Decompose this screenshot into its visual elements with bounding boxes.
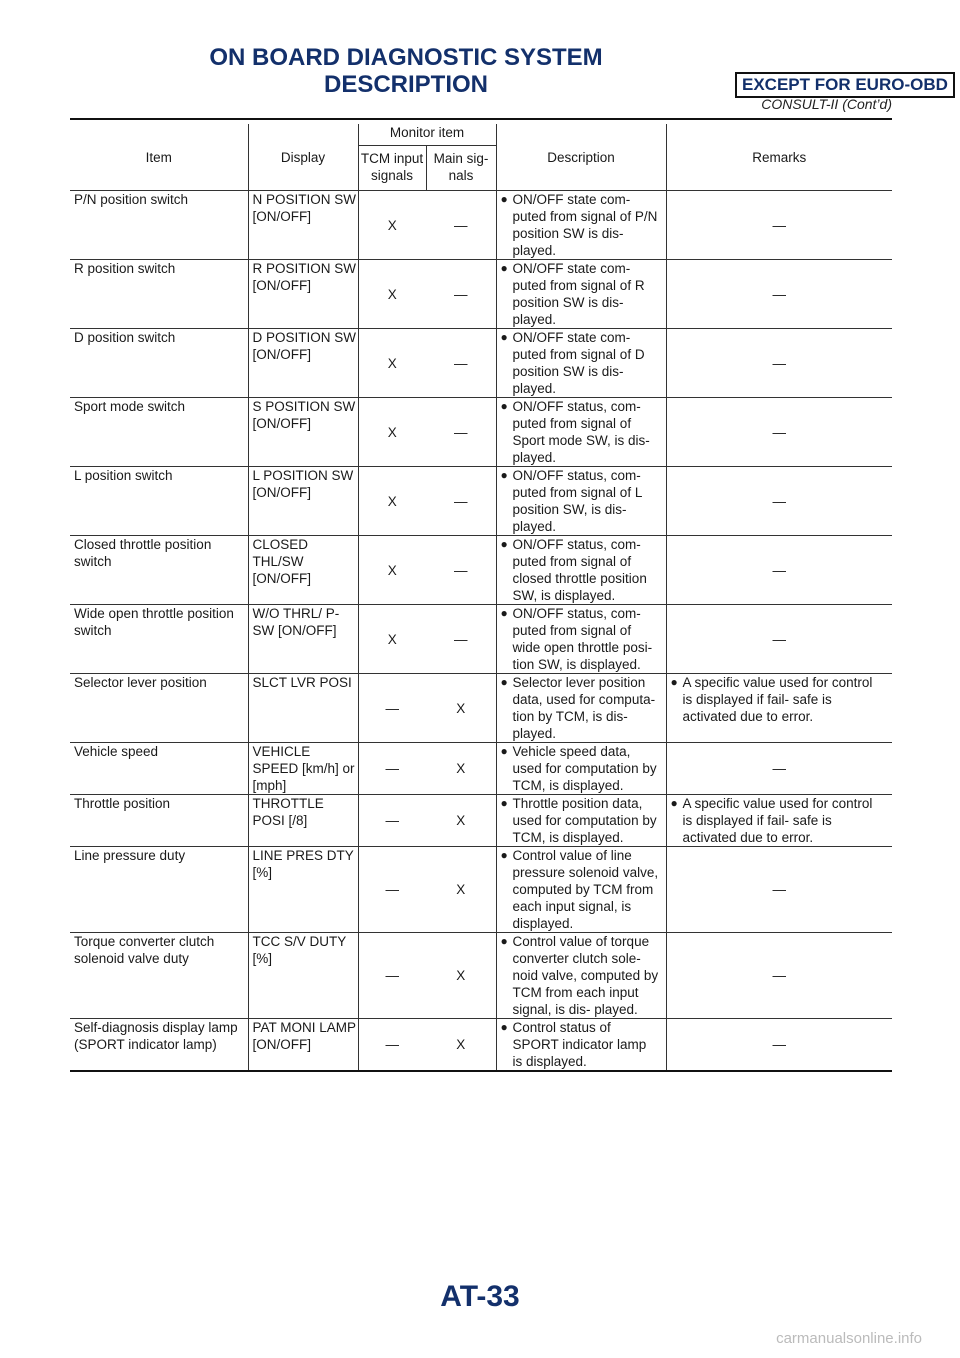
- cell-description: [496, 1019, 666, 1072]
- cell-display: THROTTLE POSI [/8]: [248, 795, 358, 847]
- cell-tcm-input: X: [358, 605, 426, 674]
- watermark: carmanualsonline.info: [776, 1330, 922, 1347]
- description-text: ON/OFF status, com- puted from signal of wide open throttle posi- tion SW, is displayed.: [512, 606, 653, 672]
- cell-display: VEHICLE SPEED [km/h] or [mph]: [248, 743, 358, 795]
- remarks-text: A specific value used for control is displayed if fail- safe is activated due to error.: [682, 796, 873, 845]
- bullet-icon: ●: [500, 192, 508, 206]
- table-row: [70, 933, 892, 1019]
- cell-display: N POSITION SW [ON/OFF]: [248, 191, 358, 260]
- cell-item: Selector lever position: [70, 674, 248, 743]
- cell-remarks: —: [666, 743, 892, 795]
- bullet-icon: ●: [500, 848, 508, 862]
- cell-item: Vehicle speed: [70, 743, 248, 795]
- cell-description: [496, 467, 666, 536]
- cell-description: [496, 605, 666, 674]
- cell-tcm-input: —: [358, 795, 426, 847]
- description-text: Vehicle speed data, used for computation by TCM, is displayed.: [512, 744, 657, 793]
- cell-display: R POSITION SW [ON/OFF]: [248, 260, 358, 329]
- table-row: [70, 329, 892, 398]
- cell-main-signal: X: [426, 743, 496, 795]
- cell-main-signal: —: [426, 260, 496, 329]
- cell-main-signal: X: [426, 674, 496, 743]
- table-row: [70, 847, 892, 933]
- cell-description: [496, 847, 666, 933]
- cell-remarks: —: [666, 398, 892, 467]
- cell-display: W/O THRL/ P-SW [ON/OFF]: [248, 605, 358, 674]
- description-text: Control value of line pressure solenoid valve, computed by TCM from each input signal, is displayed.: [512, 848, 659, 931]
- cell-display: SLCT LVR POSI: [248, 674, 358, 743]
- cell-remarks: —: [666, 191, 892, 260]
- bullet-icon: ●: [500, 796, 508, 810]
- table-row: [70, 605, 892, 674]
- header-item: Item: [70, 124, 248, 191]
- cell-tcm-input: X: [358, 329, 426, 398]
- cell-main-signal: —: [426, 329, 496, 398]
- cell-description: [496, 674, 666, 743]
- top-rule: [70, 118, 892, 120]
- header-tcm-input: TCM input signals: [358, 146, 426, 191]
- cell-display: PAT MONI LAMP [ON/OFF]: [248, 1019, 358, 1072]
- header-main-signals: Main sig- nals: [426, 146, 496, 191]
- cell-description: [496, 398, 666, 467]
- cell-main-signal: X: [426, 933, 496, 1019]
- cell-tcm-input: X: [358, 536, 426, 605]
- cell-remarks: —: [666, 536, 892, 605]
- bullet-icon: ●: [670, 796, 678, 810]
- cell-tcm-input: —: [358, 743, 426, 795]
- cell-item: Sport mode switch: [70, 398, 248, 467]
- cell-tcm-input: —: [358, 1019, 426, 1072]
- cell-item: Torque converter clutch solenoid valve duty: [70, 933, 248, 1019]
- header-monitor-item: Monitor item: [358, 124, 496, 146]
- cell-remarks: [666, 795, 892, 847]
- bullet-icon: ●: [500, 468, 508, 482]
- description-text: ON/OFF status, com- puted from signal of Sport mode SW, is dis- played.: [512, 399, 650, 465]
- bullet-icon: ●: [500, 1020, 508, 1034]
- bullet-icon: ●: [500, 330, 508, 344]
- cell-tcm-input: X: [358, 260, 426, 329]
- cell-item: L position switch: [70, 467, 248, 536]
- description-text: Control status of SPORT indicator lamp is displayed.: [512, 1020, 647, 1069]
- bullet-icon: ●: [500, 606, 508, 620]
- description-text: ON/OFF state com- puted from signal of P/N position SW is dis- played.: [512, 192, 658, 258]
- cell-item: Self-diagnosis display lamp (SPORT indicator lamp): [70, 1019, 248, 1072]
- remarks-text: A specific value used for control is displayed if fail- safe is activated due to error.: [682, 675, 873, 724]
- page-number: AT-33: [440, 1280, 520, 1313]
- page-title: [96, 44, 716, 98]
- cell-description: [496, 795, 666, 847]
- header-display: Display: [248, 124, 358, 191]
- cell-item: P/N position switch: [70, 191, 248, 260]
- bullet-icon: ●: [500, 744, 508, 758]
- description-text: ON/OFF state com- puted from signal of D position SW is dis- played.: [512, 330, 645, 396]
- cell-remarks: —: [666, 933, 892, 1019]
- table-row: [70, 467, 892, 536]
- table-row: [70, 260, 892, 329]
- description-text: Control value of torque converter clutch sole- noid valve, computed by TCM from each input signal, is dis- played.: [512, 934, 659, 1017]
- cell-tcm-input: —: [358, 847, 426, 933]
- cell-description: [496, 933, 666, 1019]
- cell-item: R position switch: [70, 260, 248, 329]
- bullet-icon: ●: [500, 675, 508, 689]
- cell-display: L POSITION SW [ON/OFF]: [248, 467, 358, 536]
- cell-display: TCC S/V DUTY [%]: [248, 933, 358, 1019]
- description-text: ON/OFF state com- puted from signal of R position SW is dis- played.: [512, 261, 645, 327]
- section-badge: EXCEPT FOR EURO-OBD: [735, 72, 955, 98]
- bullet-icon: ●: [500, 261, 508, 275]
- header-remarks: Remarks: [666, 124, 892, 191]
- cell-main-signal: X: [426, 1019, 496, 1072]
- table-row: [70, 191, 892, 260]
- description-text: ON/OFF status, com- puted from signal of L position SW, is dis- played.: [512, 468, 642, 534]
- bullet-icon: ●: [500, 537, 508, 551]
- table-row: [70, 398, 892, 467]
- cell-remarks: —: [666, 605, 892, 674]
- cell-tcm-input: X: [358, 467, 426, 536]
- title-line-1: ON BOARD DIAGNOSTIC SYSTEM: [209, 44, 603, 71]
- cell-main-signal: —: [426, 398, 496, 467]
- cell-description: [496, 743, 666, 795]
- cell-main-signal: —: [426, 605, 496, 674]
- description-text: Selector lever position data, used for computa- tion by TCM, is dis- played.: [512, 675, 656, 741]
- cell-description: [496, 191, 666, 260]
- cell-remarks: —: [666, 467, 892, 536]
- cell-tcm-input: —: [358, 933, 426, 1019]
- cell-tcm-input: —: [358, 674, 426, 743]
- cell-display: S POSITION SW [ON/OFF]: [248, 398, 358, 467]
- bullet-icon: ●: [670, 675, 678, 689]
- cell-main-signal: X: [426, 847, 496, 933]
- bullet-icon: ●: [500, 934, 508, 948]
- table-row: [70, 743, 892, 795]
- section-subtitle: CONSULT-II (Cont’d): [761, 96, 892, 112]
- header-description: Description: [496, 124, 666, 191]
- title-line-2: DESCRIPTION: [323, 71, 488, 98]
- cell-item: Closed throttle position switch: [70, 536, 248, 605]
- cell-item: Throttle position: [70, 795, 248, 847]
- table-row: [70, 536, 892, 605]
- cell-main-signal: —: [426, 467, 496, 536]
- cell-remarks: —: [666, 260, 892, 329]
- table-row: [70, 674, 892, 743]
- cell-item: Line pressure duty: [70, 847, 248, 933]
- table-row: [70, 795, 892, 847]
- cell-main-signal: —: [426, 191, 496, 260]
- cell-remarks: —: [666, 1019, 892, 1072]
- cell-display: LINE PRES DTY [%]: [248, 847, 358, 933]
- cell-main-signal: X: [426, 795, 496, 847]
- description-text: ON/OFF status, com- puted from signal of closed throttle position SW, is displayed.: [512, 537, 647, 603]
- cell-display: D POSITION SW [ON/OFF]: [248, 329, 358, 398]
- cell-remarks: [666, 674, 892, 743]
- description-text: Throttle position data, used for computation by TCM, is displayed.: [512, 796, 657, 845]
- cell-main-signal: —: [426, 536, 496, 605]
- cell-remarks: —: [666, 847, 892, 933]
- cell-description: [496, 260, 666, 329]
- cell-item: Wide open throttle position switch: [70, 605, 248, 674]
- table-row: [70, 1019, 892, 1072]
- cell-display: CLOSED THL/SW [ON/OFF]: [248, 536, 358, 605]
- cell-remarks: —: [666, 329, 892, 398]
- cell-item: D position switch: [70, 329, 248, 398]
- cell-description: [496, 536, 666, 605]
- bullet-icon: ●: [500, 399, 508, 413]
- cell-tcm-input: X: [358, 191, 426, 260]
- cell-tcm-input: X: [358, 398, 426, 467]
- monitor-item-table: [70, 124, 892, 1072]
- cell-description: [496, 329, 666, 398]
